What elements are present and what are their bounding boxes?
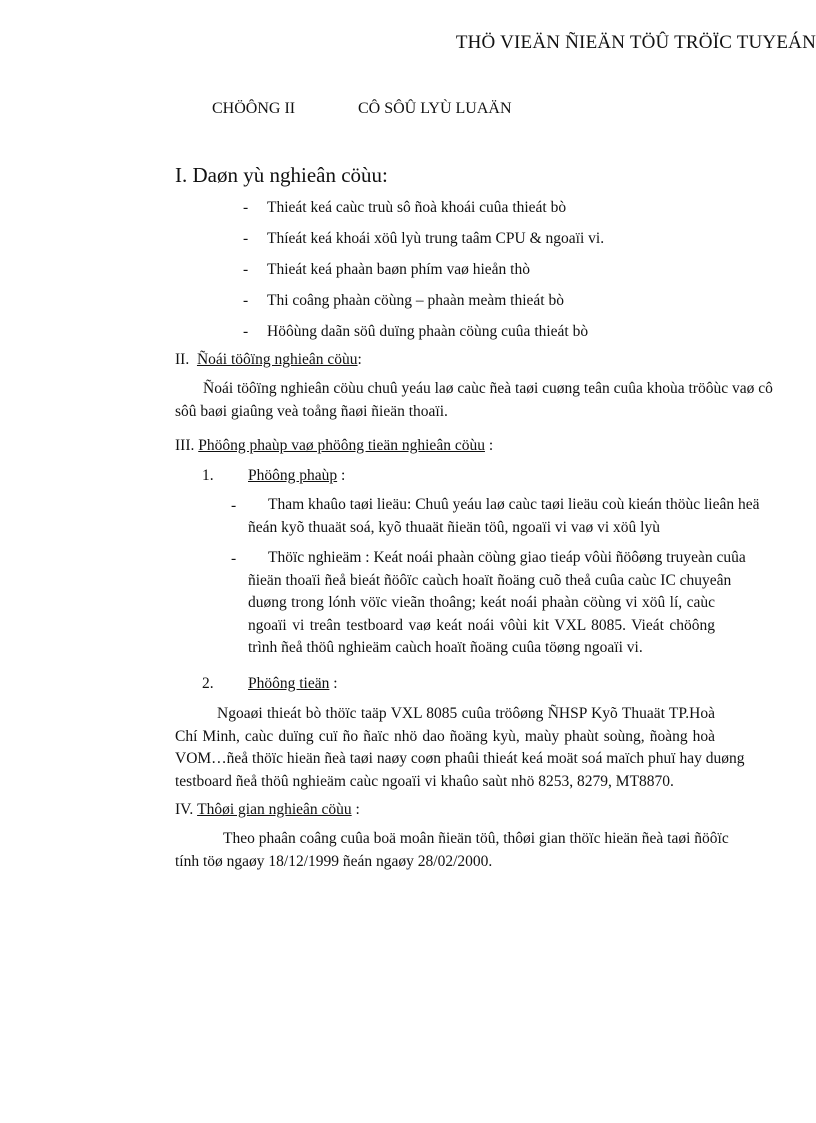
paragraph-line: Thöïc nghieäm : Keát noái phaàn cöùng giao tieáp vôùi ñöôøng truyeàn cuûa [268,549,746,566]
list-item: - Thi coâng phaàn cöùng – phaàn meàm thieát bò [243,292,564,309]
paragraph-line: tính töø ngaøy 18/12/1999 ñeán ngaøy 28/02/2000. [175,852,493,870]
subsection-2-title: Phöông tieän [248,675,330,692]
paragraph-line: ñeán kyõ thuaät soá, kyõ thuaät ñieän töû, ngoaïi vi vaø vi xöû lyù [248,518,660,536]
means-paragraph [175,703,745,793]
paragraph-line: Ñoái töôïng nghieân cöùu chuû yeáu laø caùc ñeà taøi cuøng teân cuûa khoùa tröôùc vaø cô [203,380,773,397]
subsection-2-suffix: : [329,675,338,692]
paragraph-line: Theo phaân coâng cuûa boä moân ñieän töû, thôøi gian thöïc hieän ñeà taøi ñöôïc [223,830,729,847]
paragraph-line: ngoaïi vi treân testboard vaø keát noái vôùi kit VXL 8085. Vieát chöông [248,616,715,634]
subsection-2-number: 2. [202,675,214,692]
section-2-suffix: : [357,351,362,368]
section-3-heading [175,437,493,455]
subsection-2-heading [248,675,338,693]
section-3-suffix: : [484,437,494,454]
paragraph-line: ñieän thoaïi ñeå bieát ñöôïc caùch hoaït ñoäng cuõ theå cuûa caùc IC chuyeân [248,571,732,589]
section-4-suffix: : [351,801,360,818]
paragraph-line: trình ñeå thöû nghieäm caùch hoaït ñoäng cuûa töøng ngoaïi vi. [248,639,643,656]
section-2-heading [175,351,362,369]
subsection-1-heading [248,467,345,485]
list-item-text: Thi coâng phaàn cöùng – phaàn meàm thieát bò [267,292,564,309]
section-4-heading [175,801,360,819]
list-item: - Höôùng daãn söû duïng phaàn cöùng cuûa thieát bò [243,323,589,340]
section-1-heading: I. Daøn yù nghieân cöùu: [175,163,388,187]
paragraph-line: Chí Minh, caùc duïng cuï ño ñaïc nhö dao ñoäng kyù, maùy phaùt soùng, ñoàng hoà [175,727,715,745]
section-3-prefix: III. [175,437,195,454]
paragraph-line: sôû baøi giaûng veà toång ñaøi ñieän thoaïi. [175,402,448,420]
section-2-title: Ñoái töôïng nghieân cöùu [196,351,358,368]
list-item-text: Thieát keá phaàn baøn phím vaø hieån thò [267,261,530,278]
paragraph-line: Tham khaûo taøi lieäu: Chuû yeáu laø caùc taøi lieäu coù kieán thöùc lieân heä [268,496,760,513]
subsection-1-suffix: : [337,467,346,484]
list-item: - Thíeát keá khoái xöû lyù trung taâm CPU & ngoaïi vi. [243,230,605,247]
chapter-title: CÔ SÔÛ LYÙ LUAÄN [358,100,512,117]
paragraph-line: duøng trong lónh vöïc vieãn thoâng; keát noái phaàn cöùng vi xöû lí, caùc [248,594,715,611]
bullet-dash: - [231,550,237,567]
section-4-title: Thôøi gian nghieân cöùu [197,801,352,818]
list-item: - Thieát keá caùc truù sô ñoà khoái cuûa thieát bò [243,199,567,216]
bullet-dash: - [231,497,237,514]
section-2-paragraph [175,378,773,423]
paragraph-line: VOM…ñeå thöïc hieän ñeà taøi naøy coøn phaûi thieát keá moät soá maïch phuï hay duøng [175,750,745,767]
chapter-number: CHÖÔNG II [212,100,296,117]
subsection-1-title: Phöông phaùp [248,467,338,484]
page-header: THÖ VIEÄN ÑIEÄN TÖÛ TRÖÏC TUYEÁN [455,32,816,53]
section-1-list [243,197,604,352]
list-item-text: Thieát keá caùc truù sô ñoà khoái cuûa thieát bò [267,199,567,216]
section-4-paragraph [175,828,729,873]
paragraph-line: testboard ñeå thöû nghieäm caùc ngoaïi vi khaûo saùt nhö 8253, 8279, MT8870. [175,772,674,790]
section-2-prefix: II. [175,351,190,368]
subsection-1-number: 1. [202,467,214,484]
list-item: - Thieát keá phaàn baøn phím vaø hieån thò [243,261,530,278]
paragraph-line: Ngoaøi thieát bò thöïc taäp VXL 8085 cuûa tröôøng ÑHSP Kyõ Thuaät TP.Hoà [217,705,715,722]
method-bullet-2 [248,547,746,660]
list-item-text: Thíeát keá khoái xöû lyù trung taâm CPU & ngoaïi vi. [267,230,605,247]
method-bullet-1 [248,494,760,539]
section-3-title: Phöông phaùp vaø phöông tieän nghieân cöùu [198,437,485,454]
list-item-text: Höôùng daãn söû duïng phaàn cöùng cuûa thieát bò [267,323,589,340]
section-4-prefix: IV. [175,801,194,818]
